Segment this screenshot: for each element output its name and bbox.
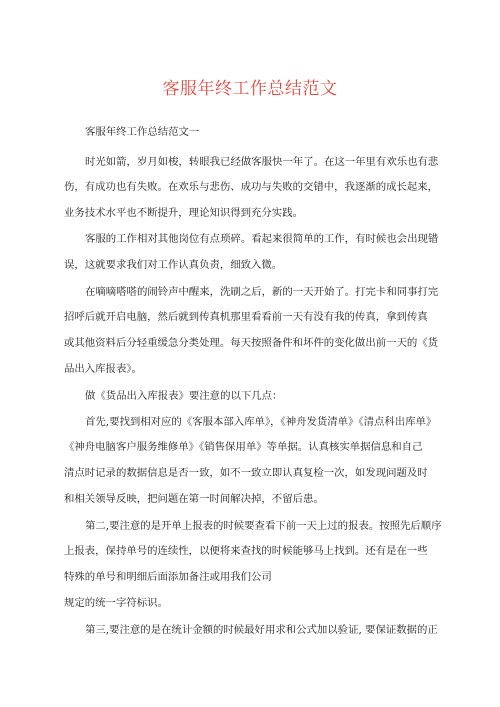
text-line: 品出入库报表》。 — [64, 363, 142, 375]
text-line: 首先,要找到相对应的《客服本部入库单》，《神舟发货清单》《清点科出库单》 — [85, 416, 437, 428]
text-line: 规定的统一字符标识。 — [64, 597, 168, 609]
text-line: 伤，有成功也有失败。在欢乐与悲伤、成功与失败的交错中，我逐渐的成长起来， — [64, 181, 439, 193]
text-line: 客服的工作相对其他岗位有点琐碎。看起来很简单的工作，有时候也会出现错 — [85, 233, 439, 245]
text-line: 在嘀嘀嗒嗒的闹铃声中醒来，洗刷之后，新的一天开始了。打完卡和同事打完 — [85, 286, 439, 298]
text-line-subtitle: 客服年终工作总结范文一 — [85, 126, 200, 138]
text-line: 招呼后就开启电脑，然后就到传真机那里看看前一天有没有我的传真，拿到传真 — [64, 311, 428, 323]
text-line: 清点时记录的数据信息是否一致，如不一致立即认真复检一次，如发现问题及时 — [64, 467, 428, 479]
text-line: 第三,要注意的是在统计金额的时候最好用求和公式加以验证, 要保证数据的正 — [85, 624, 438, 636]
text-line: 时光如箭，岁月如梭，转眼我已经做客服快一年了。在这一年里有欢乐也有悲 — [85, 156, 439, 168]
text-line: 第二,要注意的是开单上报表的时候要查看下前一天上过的报表。按照先后顺序 — [85, 520, 442, 532]
text-line: 和相关领导反映，把问题在第一时间解决掉，不留后患。 — [64, 493, 324, 505]
text-line: 误，这就要求我们对工作认真负责，细致入微。 — [64, 259, 283, 271]
text-line: 特殊的单号和明细后面添加备注或用我们公司 — [64, 571, 272, 583]
text-line: 上报表，保持单号的连续性，以便将来查找的时候能够马上找到。还有是在一些 — [64, 545, 428, 557]
text-line: 做《货品出入库报表》要注意的以下几点： — [85, 390, 283, 402]
text-line: 《神舟电脑客户服务维修单》《销售保用单》等单据。认真核实单据信息和自己 — [64, 441, 423, 453]
text-line: 或其他资料后分轻重缓急分类处理。每天按照备件和坏件的变化做出前一天的《货 — [64, 337, 439, 349]
text-line: 业务技术水平也不断提升，理论知识得到充分实践。 — [64, 207, 303, 219]
document-title: 客服年终工作总结范文 — [162, 79, 338, 99]
